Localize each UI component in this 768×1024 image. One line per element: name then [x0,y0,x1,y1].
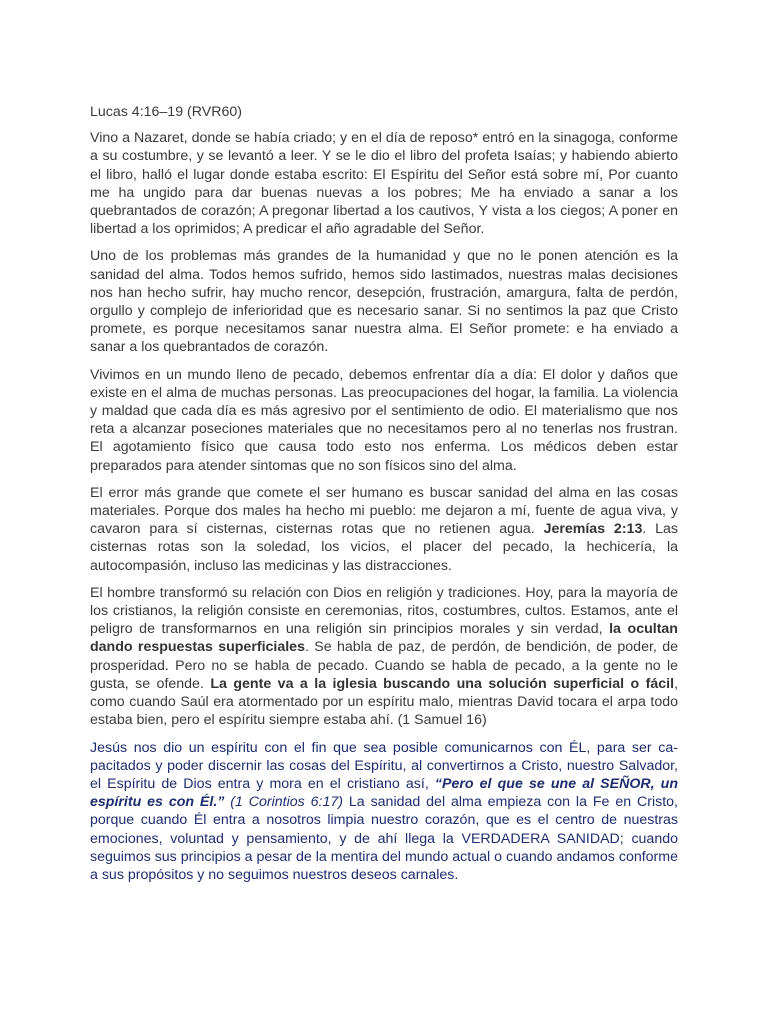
paragraph-world-of-sin: Vivimos en un mundo lleno de pecado, debemos enfrentar día a día: El dolor y daños que existe en el alma de muchas personas. Las preocupaciones del hogar, la familia. La violencia y maldad que cada día es más agresivo por el sentimiento de odio. El materialismo que nos reta a alcanzar poseciones materiales que no necesitamos pero al no tenerlas nos frustran. El agotamiento físico que causa todo esto nos enferma. Los médicos deben estar preparados para atender sintomas que no son físicos sino del alma. [90,366,678,474]
scripture-heading: Lucas 4:16–19 (RVR60) [90,104,242,120]
paragraph-religion-traditions [90,584,678,730]
paragraph-scripture-text: Vino a Nazaret, donde se había criado; y en el día de reposo* entró en la sinagoga, conforme a su costumbre, y se levantó a leer. Y se le dio el libro del profeta Isaías; y habiendo abierto el libro, halló el lugar donde estaba escrito: El Espíritu del Señor está sobre mí, Por cuanto me ha ungido para dar buenas nuevas a los pobres; Me ha enviado a sanar a los quebrantados de corazón; A pregonar libertad a los cautivos, Y vista a los ciegos; A poner en libertad a los oprimidos; A predicar el año agradable del Señor. [90,130,678,238]
bold-emphasis: la ocultan dando respuestas superficiales [90,621,678,656]
text-run: El error más grande que comete el ser humano es buscar sanidad del alma en las cosas materiales. Porque dos males ha hecho mi pueblo: me dejaron a mí, fuente de agua viva, y cavaron para sí cisternas, cisternas rotas que no retienen agua. [90,484,678,538]
text-run: . Se habla de paz, de perdón, de bendición, de poder, de prosperidad. Pero no se habla de pecado. Cuando se habla de pecado, a la gente no le gusta, se ofende. [90,639,678,692]
text-run: , como cuando Saúl era atormentado por un espíritu malo, mientras David tocara el arpa todo estaba bien, pero el espíritu siempre estaba ahí. (1 Samuel 16) [90,675,679,729]
bold-emphasis: La gente va a la iglesia buscando una solución superficial o fácil [210,675,675,692]
paragraph-soul-healing: Uno de los problemas más grandes de la humanidad y que no le ponen atención es la sanidad del alma. Todos hemos sufrido, hemos sido lastimados, nuestras malas decisiones nos han hecho sufrir, hay mucho rencor, desepción, frustración, amargura, falta de perdón, orgullo y complejo de inferioridad que es necesario sanar. Si no sentimos la paz que Cristo promete, es porque necesitamos sanar nuestra alma. El Señor promete: e ha enviado a sanar a los quebrantados de corazón. [90,248,678,356]
paragraph-spirit-of-god [90,739,678,885]
document-body [90,103,678,893]
text-run: El hombre transformó su relación con Dios en religión y tradiciones. Hoy, para la mayoría de los cristianos, la religión consiste en ceremonias, ritos, costumbres, cultos. Estamos, ante el peligro de transformarnos en una religión sin principios morales y sin verdad, [90,584,678,638]
bible-reference: (1 Corintios 6:17) [224,794,343,811]
text-run: La sanidad del alma empieza con la Fe en Cristo, porque cuando Él entra a nosotros limpia nuestro corazón, que es el centro de nuestras emociones, voluntad y pensamiento, y de ahí llega la VERDADERA SANIDAD; cuando seguimos sus principios a pesar de la mentira del mundo actual o cuando andamos conforme a sus propósitos y no seguimos nuestros deseos carnales. [90,794,678,883]
paragraph-biggest-error [90,484,678,575]
bible-quote: “Pero el que se une al SEÑOR, un espíritu es con Él.” [90,775,678,811]
bible-reference: Jeremías 2:13 [543,521,643,538]
text-run: Jesús nos dio un espíritu con el fin que sea posible comunicarnos con ÉL, para ser capacitados y poder discernir las cosas del Espíritu, al convertirnos a Cristo, nuestro Salvador, el Espíritu de Dios entra y mora en el cristiano así, [90,739,678,792]
text-run: . Las cisternas rotas son la soledad, los vicios, el placer del pecado, la hechicería, la autocompasión, incluso las medicinas y las distracciones. [90,521,679,574]
